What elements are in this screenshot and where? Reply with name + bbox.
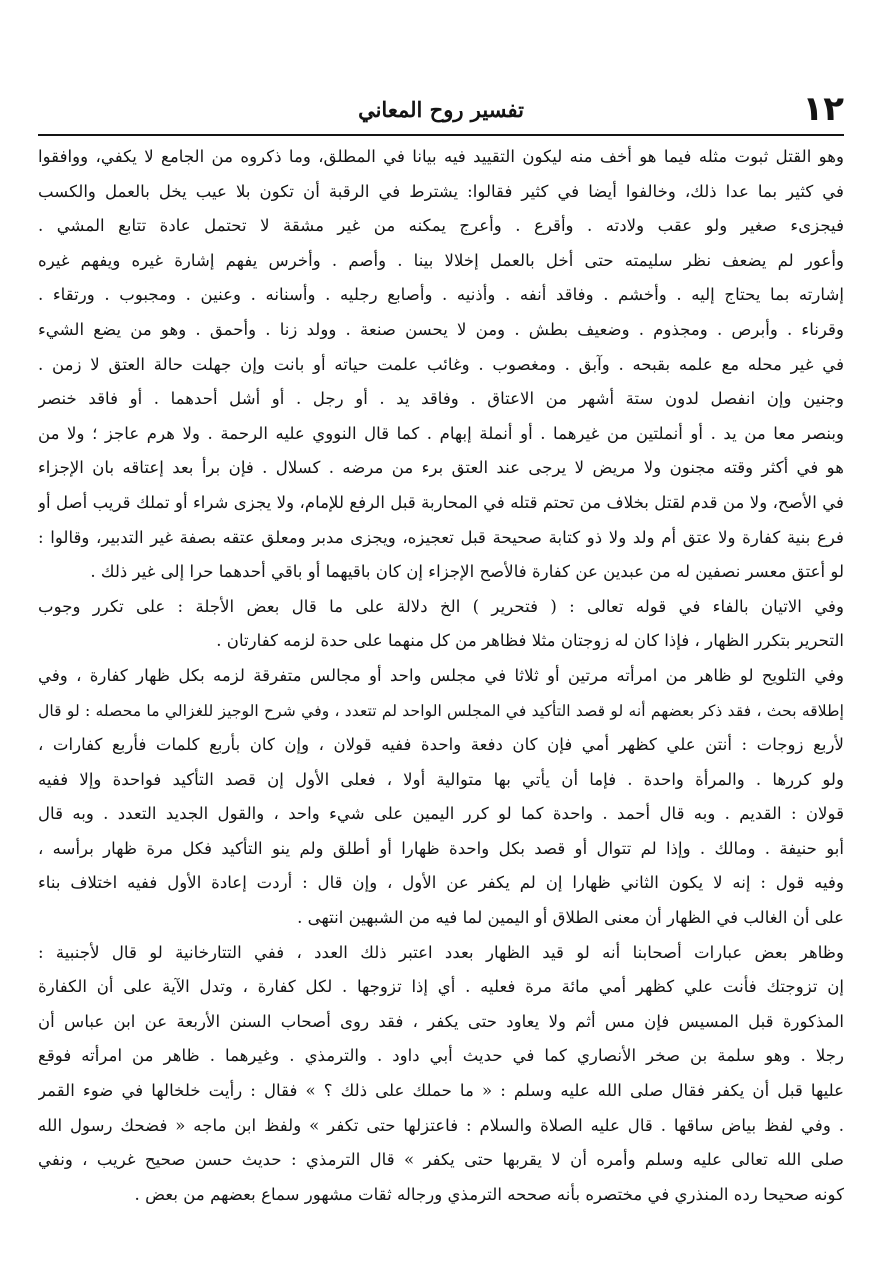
text-line: هو في أكثر وقته مجنون ولا مريض لا يرجى عند العتق برء من مرضه . كسلال . فإن برأ بعد إعتاقه بان الإجزاء	[38, 458, 844, 478]
body-text	[38, 140, 844, 1212]
text-line: وفي الاتيان بالفاء في قوله تعالى : ( فتحرير ) الخ دلالة على ما قال بعض الأجلة : على تكرر وجوب	[38, 596, 844, 616]
text-line: قولان : القديم . وبه قال أحمد . واحدة كما لو كرر اليمين على شيء واحد ، والقول الجديد التعدد . وبه قال	[38, 804, 844, 824]
paragraph	[38, 659, 844, 936]
text-line: صلى الله تعالى عليه وسلم وأمره أن لا يقربها حتى يكفر » قال الترمذي : حديث حسن صحيح غريب ، ونفي	[38, 1150, 844, 1170]
text-line: المذكورة قبل المسيس فإن مس أثم ولا يعاود حتى يكفر ، فقد روى أصحاب السنن الأربعة عن ابن عباس أن	[38, 1011, 844, 1031]
text-line: إن تزوجتك فأنت علي كظهر أمي مائة مرة فعليه . أي إذا تزوجها . لكل كفارة ، وتدل الآية على أن الكفارة	[38, 977, 844, 997]
text-line: في غير محله مع علمه بقبحه . وآبق . ومغصوب . وغائب علمت حياته أو بانت وإن جهلت حالة العتق لا زمن .	[38, 354, 844, 374]
paragraph	[38, 140, 844, 590]
text-line: . وفي لفظ بياض ساقها . قال عليه الصلاة والسلام : فاعتزلها حتى تكفر » ولفظ ابن ماجه « فضحك رسول الله	[38, 1115, 844, 1135]
text-line: وأعور لم يضعف نظر سليمته حتى أخل بالعمل إخلالا بينا . وأصم . وأخرس يفهم إشارة غيره ويفهم غيره	[38, 250, 844, 270]
text-line: في كثير بما عدا ذلك، وخالفوا أيضا في كثير فقالوا: يشترط في الرقبة أن تكون بلا عيب يخل بالعمل والكسب	[38, 181, 844, 201]
text-line: وقرناء . وأبرص . ومجذوم . وضعيف بطش . ومن لا يحسن صنعة . وولد زنا . وأحمق . وهو من يضع الشيء	[38, 319, 844, 339]
book-title: تفسير روح المعاني	[358, 97, 524, 122]
document-page	[38, 86, 844, 1212]
text-line: إشارته بما يحتاج إليه . وأخشم . وفاقد أنفه . وأذنيه . وأصابع رجليه . وأسنانه . وعنين . ومجبوب . ورتقاء .	[38, 285, 844, 305]
text-line: فرع بنية كفارة ولا عتق أم ولد ولا ذو كتابة صحيحة قبل تعجيزه، ويجزى مدبر ومعلق عتقه بصفة غير التدبير، وقالوا :	[38, 527, 844, 547]
text-line: فيجزىء صغير ولو عقب ولادته . وأقرع . وأعرج يمكنه من غير مشقة لا تحتمل عادة تتابع المشي .	[38, 216, 844, 236]
text-line: لو أعتق معسر نصفين له من عبدين عن كفارة فالأصح الإجزاء إن كان باقيهما أو باقي أحدهما حرا إلى غير ذلك .	[90, 562, 844, 582]
paragraph	[38, 590, 844, 659]
text-line: وفيه قول : إنه لا يكون الثاني ظهارا إن لم يكفر عن الأول ، وإن قال : أردت إعادة الأول ففيه اختلاف بناء	[38, 873, 844, 893]
text-line: في الأصح، ولا من قدم لقتل بخلاف من تحتم قتله في المحاربة قبل الرفع للإمام، ولا يجزى شراء أو تملك قريب أصل أو	[38, 492, 844, 512]
text-line: وجنين وإن انفصل لدون ستة أشهر من الاعتاق . وفاقد يد . أو رجل . أو أشل أحدهما . أو فاقد خنصر	[38, 389, 844, 409]
text-line: كونه صحيحا رده المنذري في مختصره بأنه صححه الترمذي ورجاله ثقات مشهور سماع بعضهم من بعض .	[134, 1184, 844, 1204]
text-line: وبنصر معا من يد . أو أنملتين من غيرهما . أو أنملة إبهام . كما قال النووي عليه الرحمة . ولا هرم عاجز ؛ ولا من	[38, 423, 844, 443]
text-line: ولو كررها . والمرأة واحدة . فإما أن يأتي بها متوالية أولا ، فعلى الأول إن قصد التأكيد فواحدة وإلا ففيه	[38, 769, 844, 789]
text-line: رجلا . وهو سلمة بن صخر الأنصاري كما في حديث أبي داود . والترمذي . وغيرهما . ظاهر من امرأته فوقع	[38, 1046, 844, 1066]
text-line: لأربع زوجات : أنتن علي كظهر أمي فإن كان دفعة واحدة ففيه قولان ، وإن كان بأربع كلمات فأربع كفارات ،	[38, 735, 844, 755]
text-line: وفي التلويح لو ظاهر من امرأته مرتين أو ثلاثا في مجلس واحد أو مجالس متفرقة لزمه بكل ظهار كفارة ، وفي	[38, 665, 844, 685]
text-line: على أن الغالب في الظهار أن معنى الطلاق أو اليمين لما فيه من الشبهين انتهى .	[297, 908, 844, 928]
paragraph	[38, 936, 844, 1213]
text-line: وظاهر بعض عبارات أصحابنا أنه لو قيد الظهار بعدد اعتبر ذلك العدد ، ففي التتارخانية لو قال لأجنبية :	[38, 942, 844, 962]
text-line: التحرير بتكرر الظهار ، فإذا كان له زوجتان مثلا فظاهر من كل منهما على حدة لزمه كفارتان .	[216, 631, 844, 651]
text-line: أبو حنيفة . ومالك . وإذا لم تتوال أو قصد بكل واحدة ظهارا أو أطلق ولم ينو التأكيد فكل مرة ظهار برأسه ،	[38, 838, 844, 858]
text-line: وهو القتل ثبوت مثله فيما هو أخف منه ليكون التقييد فيه بيانا في المطلق، وما ذكروه من الجامع لا يكفي، ووافقوا	[38, 147, 844, 166]
text-line: عليها قبل أن يكفر فقال صلى الله عليه وسلم : « ما حملك على ذلك ؟ » فقال : رأيت خلخالها في ضوء القمر	[38, 1081, 844, 1101]
text-line: إطلاقه بحث ، فقد ذكر بعضهم أنه لو قصد التأكيد في المجلس الواحد لم تتعدد ، وفي شرح الوجيز للغزالي ما محصله : لو قال	[38, 700, 844, 720]
page-number: ١٢	[802, 89, 844, 129]
page-header	[38, 86, 844, 136]
